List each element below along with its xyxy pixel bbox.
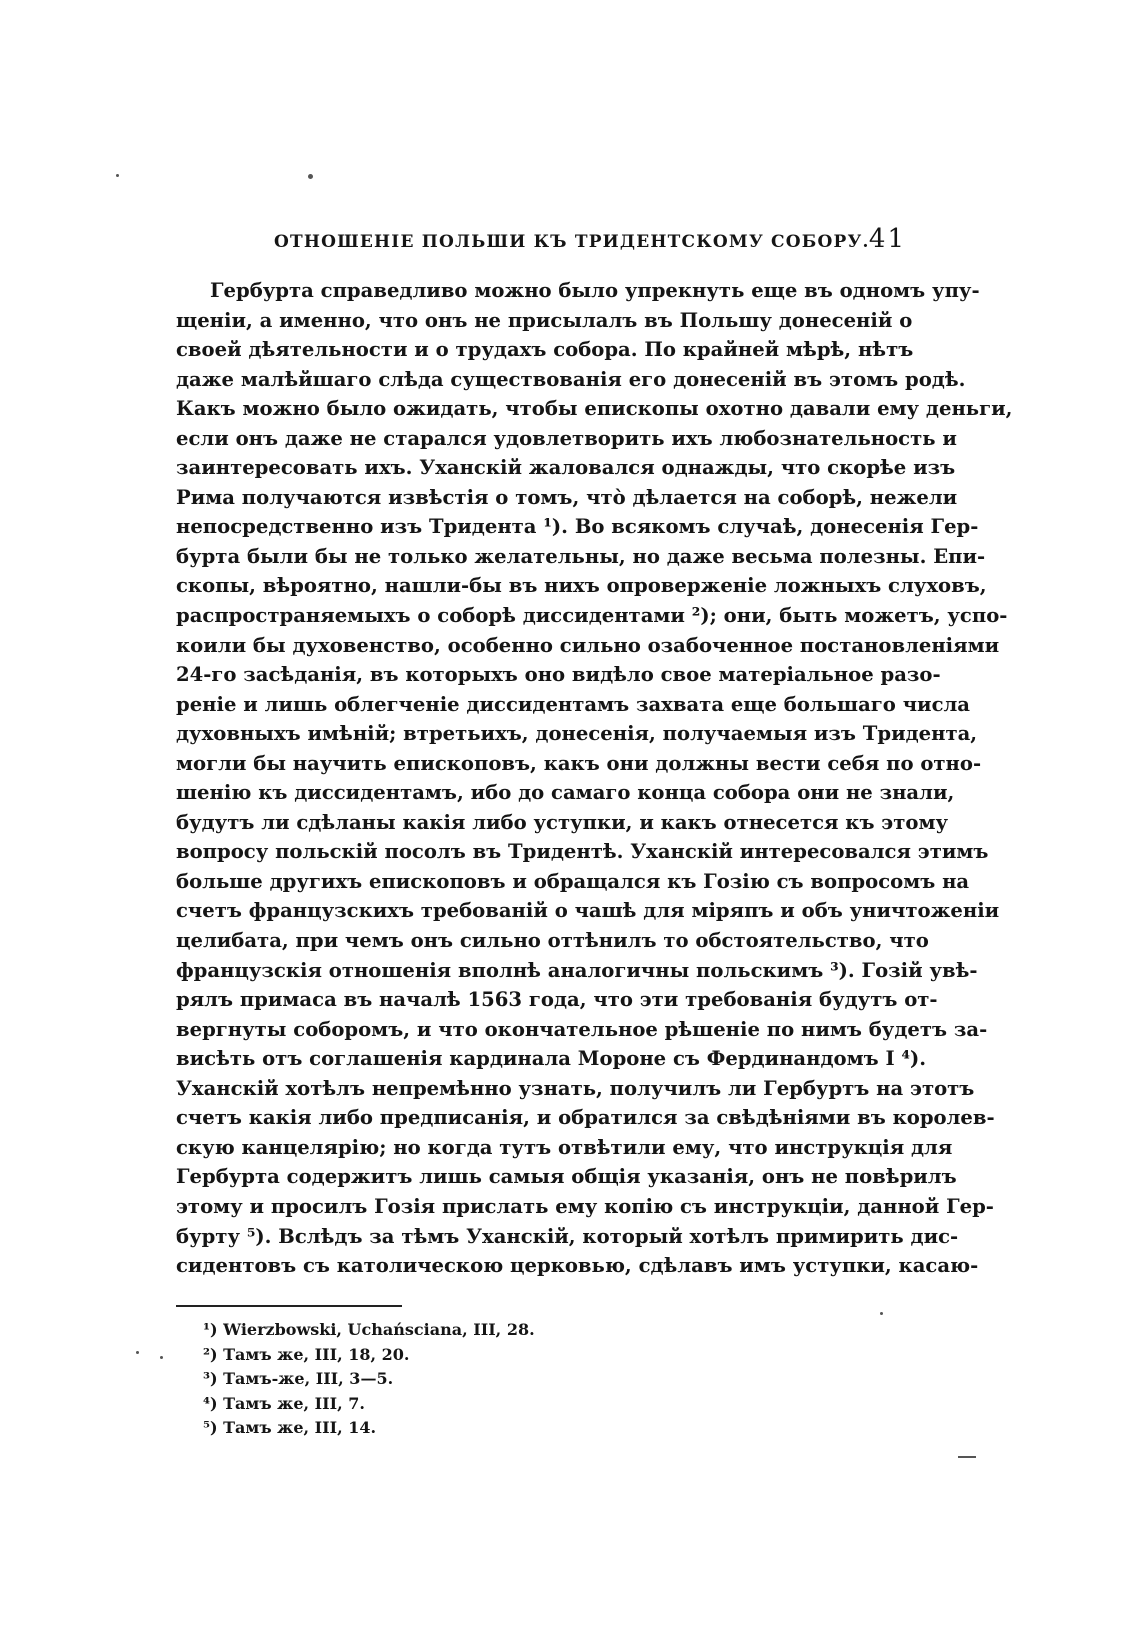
text-line: 24-го засѣданія, въ которыхъ оно видѣло свое матеріальное разо- bbox=[176, 663, 941, 687]
text-line: скопы, вѣроятно, нашли-бы въ нихъ опроверженіе ложныхъ слуховъ, bbox=[176, 574, 987, 598]
footnote-divider bbox=[176, 1305, 402, 1307]
text-line: коили бы духовенство, особенно сильно озабоченное постановленіями bbox=[176, 633, 1000, 657]
footnote-item: ³) Тамъ-же, III, 3—5. bbox=[203, 1369, 394, 1388]
text-line: Гербурта содержитъ лишь самыя общія указанія, онъ не повѣрилъ bbox=[176, 1165, 957, 1189]
text-line: даже малѣйшаго слѣда существованія его донесеній въ этомъ родѣ. bbox=[176, 367, 966, 391]
text-line: Какъ можно было ожидать, чтобы епископы охотно давали ему деньги, bbox=[176, 397, 1013, 421]
print-speck bbox=[880, 1312, 883, 1315]
print-speck bbox=[116, 174, 119, 177]
running-head: ОТНОШЕНІЕ ПОЛЬШИ КЪ ТРИДЕНТСКОМУ СОБОРУ. bbox=[274, 232, 870, 252]
text-line: сидентовъ съ католическою церковью, сдѣлавъ имъ уступки, касаю- bbox=[176, 1254, 979, 1278]
print-speck bbox=[160, 1356, 163, 1359]
text-line: будутъ ли сдѣланы какія либо уступки, и какъ отнесется къ этому bbox=[176, 810, 949, 834]
text-line: скую канцелярію; но когда тутъ отвѣтили ему, что инструкція для bbox=[176, 1135, 953, 1159]
footnote-item: ⁴) Тамъ же, III, 7. bbox=[203, 1393, 365, 1413]
text-line: непосредственно изъ Тридента ¹). Во всякомъ случаѣ, донесенія Гер- bbox=[176, 515, 979, 539]
text-line: Гербурта справедливо можно было упрекнуть еще въ одномъ упу- bbox=[210, 279, 980, 302]
page-header bbox=[178, 224, 908, 258]
text-line: заинтересовать ихъ. Уханскій жаловался однажды, что скорѣе изъ bbox=[176, 456, 956, 480]
text-line: рялъ примаса въ началѣ 1563 года, что эти требованія будутъ от- bbox=[176, 988, 938, 1012]
footnotes bbox=[203, 1318, 803, 1441]
text-line: вопросу польскій посолъ въ Тридентѣ. Уханскій интересовался этимъ bbox=[176, 840, 989, 864]
text-line: вергнуты соборомъ, и что окончательное рѣшеніе по нимъ будетъ за- bbox=[176, 1017, 988, 1041]
text-line: Уханскій хотѣлъ непремѣнно узнать, получилъ ли Гербуртъ на этотъ bbox=[176, 1076, 975, 1100]
text-line: Рима получаются извѣстія о томъ, что̀ дѣлается на соборѣ, нежели bbox=[176, 485, 958, 509]
text-line: щеніи, а именно, что онъ не присылалъ въ Польшу донесеній о bbox=[176, 308, 913, 332]
text-line: этому и просилъ Гозія прислать ему копію съ инструкціи, данной Гер- bbox=[176, 1194, 994, 1218]
text-line: реніе и лишь облегченіе диссидентамъ захвата еще большаго числа bbox=[176, 692, 971, 716]
text-line: своей дѣятельности и о трудахъ собора. По крайней мѣрѣ, нѣтъ bbox=[176, 338, 914, 362]
footnote-item: ¹) Wierzbowski, Uchańsciana, III, 28. bbox=[203, 1320, 535, 1339]
page-number: 41 bbox=[868, 224, 906, 254]
text-line: бурту ⁵). Вслѣдъ за тѣмъ Уханскій, который хотѣлъ примирить дис- bbox=[176, 1224, 959, 1248]
text-line: французскія отношенія вполнѣ аналогичны польскимъ ³). Гозій увѣ- bbox=[176, 958, 978, 982]
footnote-item: ²) Тамъ же, III, 18, 20. bbox=[203, 1344, 410, 1364]
text-line: счетъ французскихъ требованій о чашѣ для міряпъ и объ уничтоженіи bbox=[176, 899, 1000, 923]
text-line: бурта были бы не только желательны, но даже весьма полезны. Епи- bbox=[176, 544, 986, 568]
text-line: духовныхъ имѣній; втретьихъ, донесенія, получаемыя изъ Тридента, bbox=[176, 722, 978, 746]
print-speck bbox=[308, 174, 313, 179]
text-line: больше другихъ епископовъ и обращался къ Гозію съ вопросомъ на bbox=[176, 869, 970, 893]
print-speck bbox=[136, 1351, 139, 1354]
text-line: висѣть отъ соглашенія кардинала Мороне съ Фердинандомъ I ⁴). bbox=[176, 1047, 927, 1071]
text-line: могли бы научить епископовъ, какъ они должны вести себя по отно- bbox=[176, 751, 982, 775]
text-line: шенію къ диссидентамъ, ибо до самаго конца собора они не знали, bbox=[176, 781, 955, 805]
footnote-item: ⁵) Тамъ же, III, 14. bbox=[203, 1418, 377, 1437]
text-line: если онъ даже не старался удовлетворить ихъ любознательность и bbox=[176, 426, 957, 450]
text-line: счетъ какія либо предписанія, и обратился за свѣдѣніями въ королев- bbox=[176, 1106, 995, 1130]
body-text bbox=[176, 276, 1013, 1281]
text-line: целибата, при чемъ онъ сильно оттѣнилъ то обстоятельство, что bbox=[176, 929, 929, 953]
text-line: распространяемыхъ о соборѣ диссидентами ²); они, быть можетъ, успо- bbox=[176, 604, 1008, 628]
print-speck bbox=[958, 1456, 976, 1458]
